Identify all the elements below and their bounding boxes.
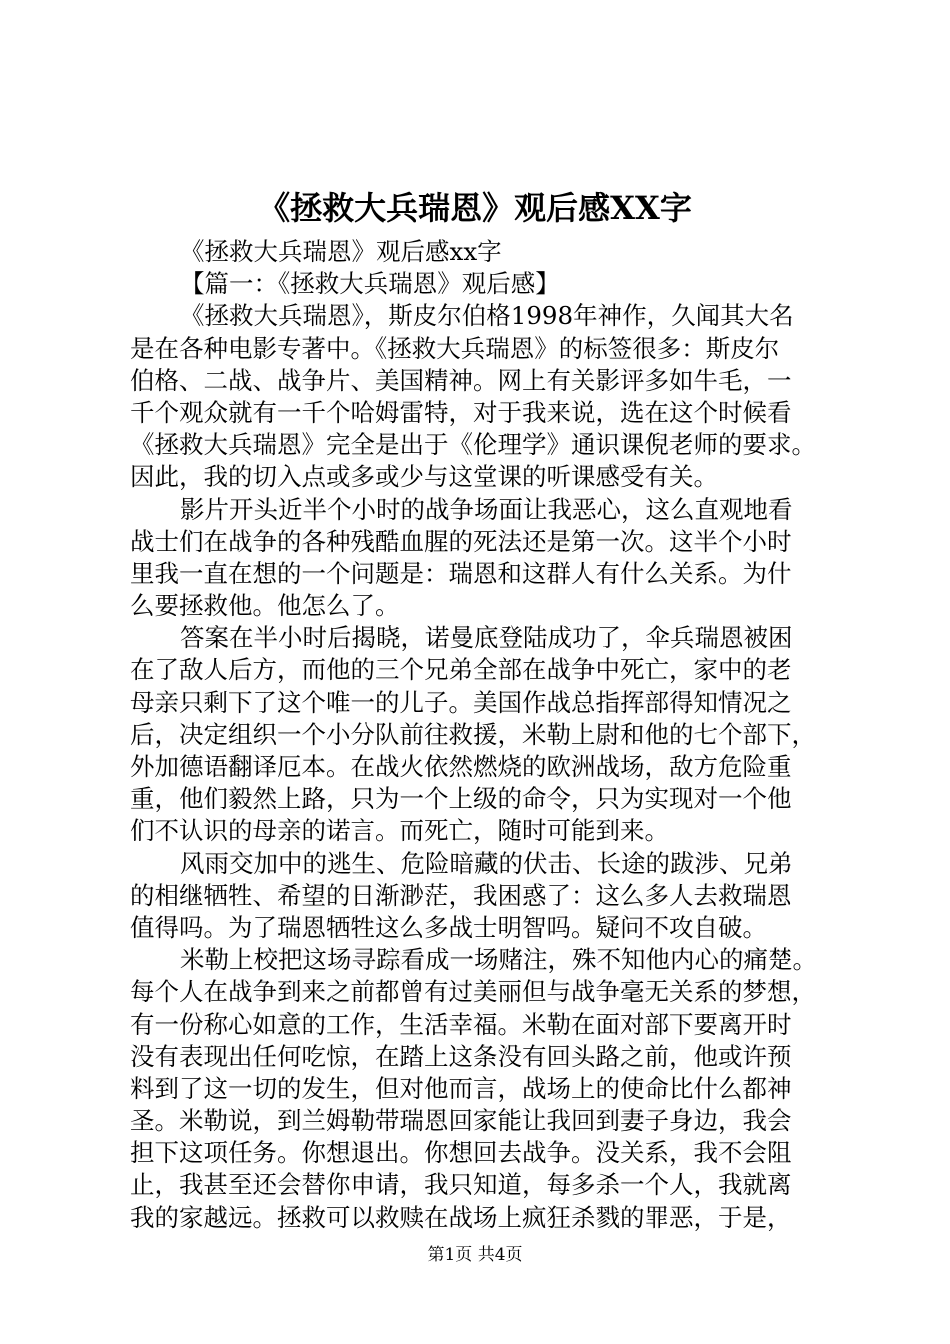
body-line: 在了敌人后方，而他的三个兄弟全部在战争中死亡，家中的老 <box>130 655 792 685</box>
document-title: 《拯救大兵瑞恩》观后感XX字 <box>258 189 692 227</box>
body-line: 影片开头近半个小时的战争场面让我恶心，这么直观地看 <box>180 494 793 524</box>
body-line: 重，他们毅然上路，只为一个上级的命令，只为实现对一个他 <box>130 784 792 814</box>
body-line: 我的家越远。拯救可以救赎在战场上疯狂杀戮的罪恶，于是， <box>130 1202 792 1232</box>
body-line: 值得吗。为了瑞恩牺牲这么多战士明智吗。疑问不攻自破。 <box>130 912 767 942</box>
body-line: 是在各种电影专著中。《拯救大兵瑞恩》的标签很多：斯皮尔 <box>130 333 780 363</box>
body-line: 担下这项任务。你想退出。你想回去战争。没关系，我不会阻 <box>130 1138 792 1168</box>
body-line: 《拯救大兵瑞恩》，斯皮尔伯格1998年神作，久闻其大名 <box>180 301 794 331</box>
body-line: 因此，我的切入点或多或少与这堂课的听课感受有关。 <box>130 462 718 492</box>
body-line: 答案在半小时后揭晓，诺曼底登陆成功了，伞兵瑞恩被困 <box>180 623 793 653</box>
page-footer: 第1页 共4页 <box>427 1245 523 1265</box>
body-line: 外加德语翻译厄本。在战火依然燃烧的欧洲战场，敌方危险重 <box>130 752 792 781</box>
body-line: 圣。米勒说，到兰姆勒带瑞恩回家能让我回到妻子身边，我会 <box>130 1106 792 1136</box>
body-line: 战士们在战争的各种残酷血腥的死法还是第一次。这半个小时 <box>130 526 792 556</box>
body-line: 里我一直在想的一个问题是：瑞恩和这群人有什么关系。为什 <box>130 558 792 588</box>
document-body <box>130 236 830 1234</box>
body-line: 【篇一：《拯救大兵瑞恩》观后感】 <box>180 269 560 299</box>
body-line: 《拯救大兵瑞恩》完全是出于《伦理学》通识课倪老师的要求。 <box>130 430 816 460</box>
body-line: 有一份称心如意的工作，生活幸福。米勒在面对部下要离开时 <box>130 1009 792 1039</box>
body-line: 母亲只剩下了这个唯一的儿子。美国作战总指挥部得知情况之 <box>130 687 792 717</box>
body-line: 料到了这一切的发生，但对他而言，战场上的使命比什么都神 <box>130 1073 792 1103</box>
body-line: 伯格、二战、战争片、美国精神。网上有关影评多如牛毛，一 <box>130 365 792 395</box>
body-line: 风雨交加中的逃生、危险暗藏的伏击、长途的跋涉、兄弟 <box>180 848 793 878</box>
body-line: 每个人在战争到来之前都曾有过美丽但与战争毫无关系的梦想， <box>130 977 816 1007</box>
body-line: 后，决定组织一个小分队前往救援，米勒上尉和他的七个部下， <box>130 719 816 749</box>
body-line: 么要拯救他。他怎么了。 <box>130 591 400 621</box>
body-line: 的相继牺牲、希望的日渐渺茫，我困惑了：这么多人去救瑞恩 <box>130 880 792 910</box>
body-line: 米勒上校把这场寻踪看成一场赌注，殊不知他内心的痛楚。 <box>180 945 817 975</box>
body-line: 千个观众就有一千个哈姆雷特，对于我来说，选在这个时候看 <box>130 397 792 427</box>
body-line: 《拯救大兵瑞恩》观后感xx字 <box>180 237 502 266</box>
body-line: 们不认识的母亲的诺言。而死亡，随时可能到来。 <box>130 816 669 846</box>
body-line: 没有表现出任何吃惊，在踏上这条没有回头路之前，他或许预 <box>130 1041 792 1071</box>
body-line: 止，我甚至还会替你申请，我只知道，每多杀一个人，我就离 <box>130 1170 792 1200</box>
